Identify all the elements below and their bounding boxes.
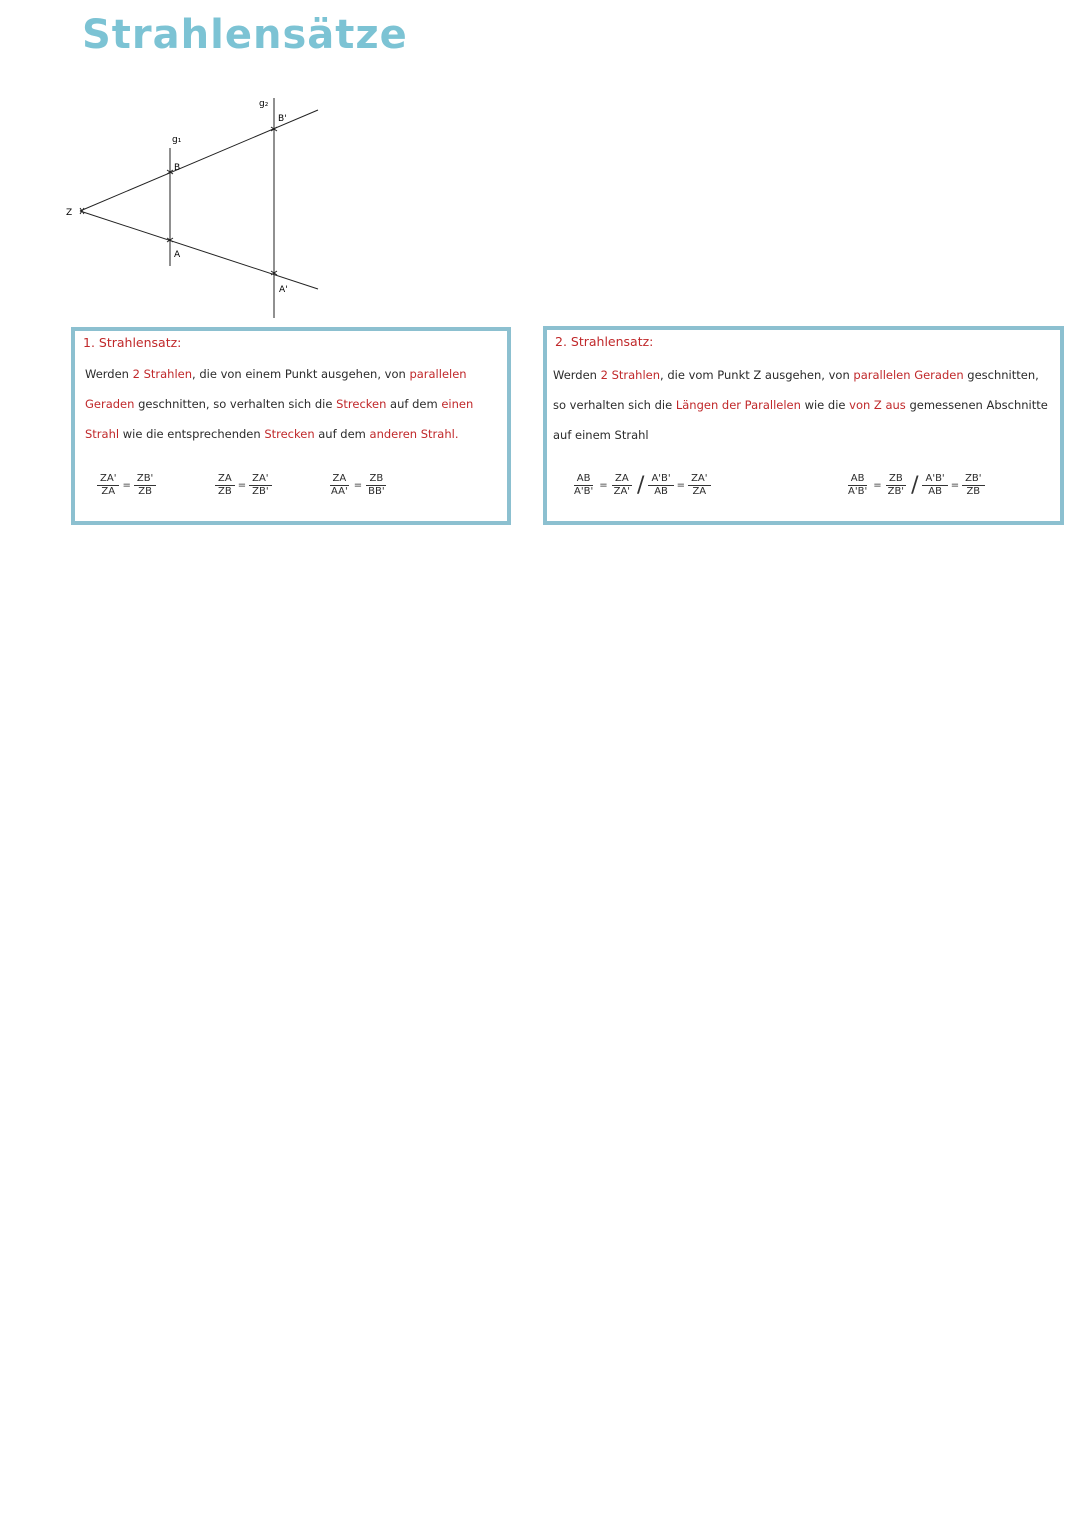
strahlensatz-1-line-2: Geraden geschnitten, so verhalten sich die Strecken auf dem einen bbox=[85, 397, 474, 411]
strahlensatz-1-box bbox=[71, 327, 511, 525]
strahlensatz-diagram bbox=[0, 90, 340, 330]
formula-2: $\frac{ZA}{ZB}$ = $\frac{ZA'}{ZB'}$ bbox=[215, 473, 272, 498]
formula-3: $\frac{ZA}{AA'}$ = $\frac{ZB}{BB'}$ bbox=[331, 473, 385, 497]
label-g2: g₂ bbox=[259, 99, 269, 109]
strahlensatz-1-title: 1. Strahlensatz: bbox=[83, 335, 182, 350]
formula-4: $\frac{AB}{A'B'}$ = $\frac{ZA}{ZA'}$ / $\frac{A'B'}{AB}$ = $\frac{ZA'}{ZA}$ bbox=[571, 473, 711, 498]
strahlensatz-2-title: 2. Strahlensatz: bbox=[555, 334, 654, 349]
label-b-prime: B' bbox=[278, 114, 287, 124]
formula-5: $\frac{AB}{A'B'}$ = $\frac{ZB}{ZB'}$ / $\frac{A'B'}{AB}$ = $\frac{ZB'}{ZB}$ bbox=[845, 473, 985, 498]
strahlensatz-2-line-3: auf einem Strahl bbox=[553, 428, 649, 442]
strahlensatz-1-line-1: Werden 2 Strahlen, die von einem Punkt ausgehen, von parallelen bbox=[85, 367, 467, 381]
strahlensatz-1-line-3: Strahl wie die entsprechenden Strecken auf dem anderen Strahl. bbox=[85, 427, 459, 441]
label-a: A bbox=[174, 250, 181, 260]
label-z: Z bbox=[66, 208, 73, 218]
strahlensatz-2-line-1: Werden 2 Strahlen, die vom Punkt Z ausgehen, von parallelen Geraden geschnitten, bbox=[553, 368, 1039, 382]
label-a-prime: A' bbox=[279, 285, 288, 295]
strahlensatz-2-box bbox=[543, 326, 1064, 525]
ray-lower bbox=[80, 211, 318, 289]
strahlensatz-2-line-2: so verhalten sich die Längen der Parallelen wie die von Z aus gemessenen Abschnitte bbox=[553, 398, 1048, 412]
page-title: Strahlensätze bbox=[82, 12, 408, 58]
formula-1: $\frac{ZA'}{ZA}$ = $\frac{ZB'}{ZB}$ bbox=[97, 473, 156, 498]
ray-upper bbox=[80, 110, 318, 211]
label-g1: g₁ bbox=[172, 135, 182, 145]
label-b: B bbox=[174, 163, 181, 173]
